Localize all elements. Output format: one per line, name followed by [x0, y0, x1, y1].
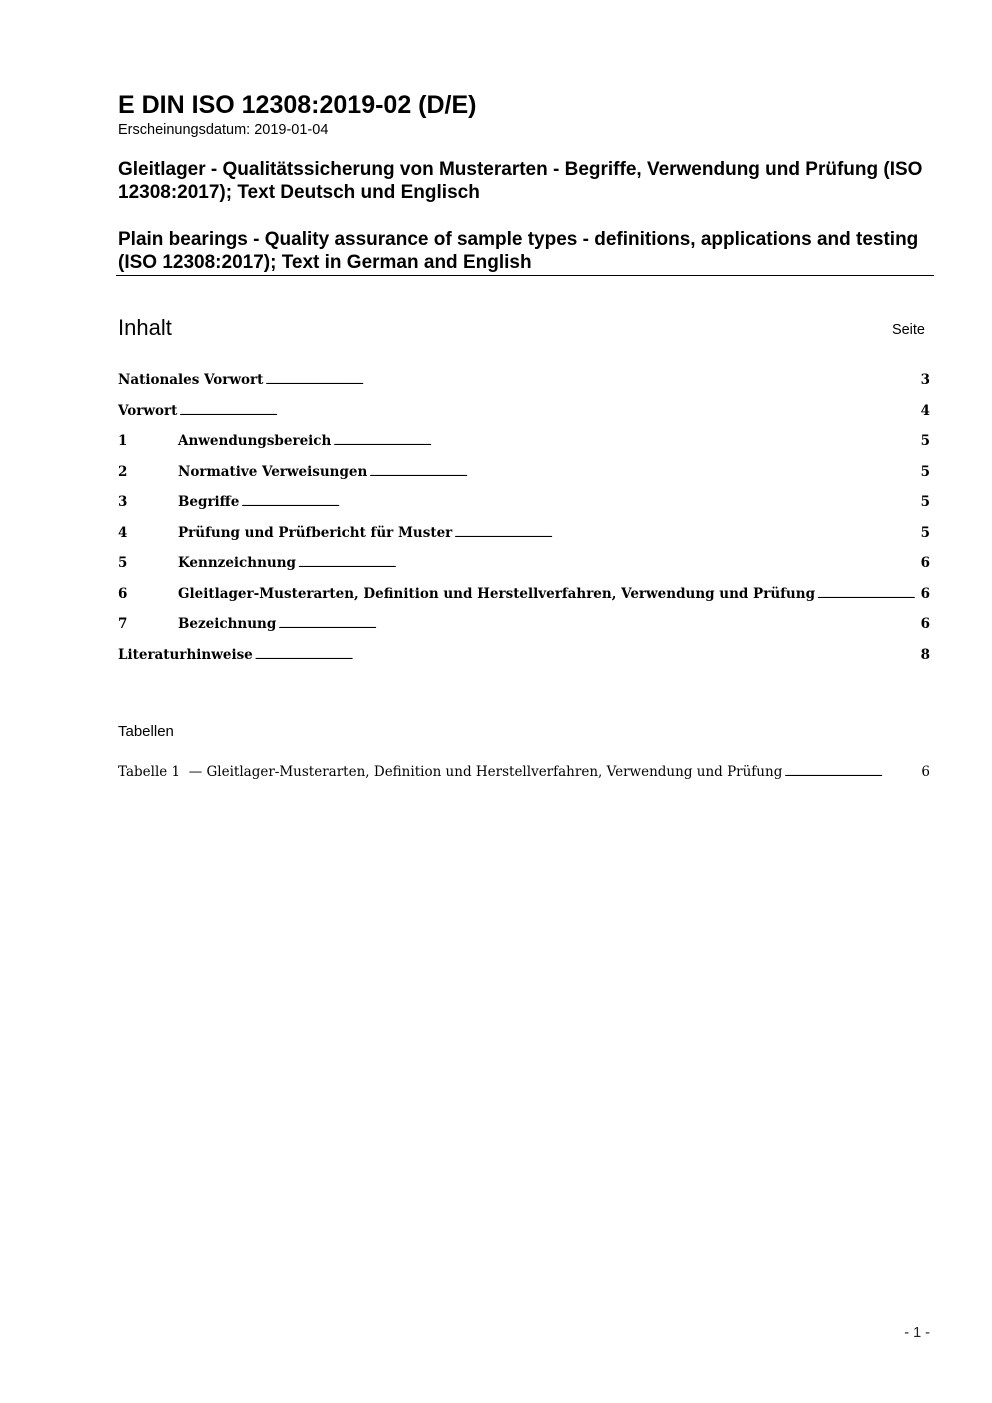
toc-entry-page: 6 [920, 585, 930, 602]
toc-entry-number: 1 [118, 433, 128, 449]
toc-entry-number: 2 [118, 463, 128, 480]
toc-leader [817, 584, 919, 606]
toc-page-column-label: Seite [891, 322, 925, 338]
title-english: Plain bearings - Quality assurance of sample types - definitions, applications and testing (ISO 12308:2017); Text in German and English [118, 229, 919, 273]
toc-entry-number: 7 [118, 616, 128, 632]
toc-entry-page: 5 [920, 494, 930, 510]
toc-entry-page: 6 [920, 616, 930, 632]
toc-leader [278, 614, 918, 636]
toc-entry-number: 3 [118, 494, 128, 510]
list-of-tables [118, 762, 930, 793]
toc-entry-page: 5 [920, 524, 930, 541]
toc-leader [369, 462, 918, 484]
toc-entry-page: 4 [920, 402, 930, 419]
toc-entry-vorwort[interactable] [118, 401, 930, 432]
toc-entry-page: 8 [920, 646, 930, 663]
toc-leader [265, 370, 918, 392]
toc-entry-number: 6 [118, 585, 128, 602]
toc-entry-page: 5 [920, 433, 930, 449]
toc-entry-number: 5 [118, 555, 128, 571]
toc-entry-5[interactable] [118, 553, 930, 584]
toc-entry-3[interactable] [118, 492, 930, 523]
tables-heading: Tabellen [118, 723, 174, 740]
toc-entry-7[interactable] [118, 614, 930, 645]
toc-entry-title: Bezeichnung [178, 616, 277, 632]
tables-entry-1[interactable] [118, 762, 930, 793]
toc-entry-1[interactable] [118, 431, 930, 462]
toc-entry-4[interactable] [118, 523, 930, 554]
toc-entry-number: 4 [118, 524, 128, 541]
toc-leader [255, 645, 919, 667]
toc-entry-title: Begriffe [178, 494, 240, 510]
toc-entry-title: Kennzeichnung [178, 555, 296, 571]
toc-entry-page: 5 [920, 463, 930, 480]
toc-leader [241, 492, 918, 514]
toc-entry-nationales-vorwort[interactable] [118, 370, 930, 401]
publication-date: Erscheinungsdatum: 2019-01-04 [118, 122, 329, 138]
toc-entry-page: 6 [920, 555, 930, 571]
tables-entry-page: 6 [921, 764, 930, 780]
toc-leader [298, 553, 919, 575]
toc-entry-title: Vorwort [118, 402, 178, 419]
toc-entry-2[interactable] [118, 462, 930, 493]
toc-leader [179, 401, 918, 423]
page-number: - 1 - [904, 1325, 930, 1341]
toc-entry-title: Nationales Vorwort [118, 372, 264, 388]
toc-entry-title: Gleitlager-Musterarten, Definition und Herstellverfahren, Verwendung und Prüfung [178, 585, 816, 602]
toc-entry-title: Literaturhinweise [118, 646, 253, 663]
table-of-contents [118, 370, 930, 675]
document-id: E DIN ISO 12308:2019-02 (D/E) [118, 91, 477, 119]
toc-entry-title: Anwendungsbereich [178, 433, 332, 449]
toc-entry-title: Normative Verweisungen [178, 463, 368, 480]
toc-entry-title: Prüfung und Prüfbericht für Muster [178, 524, 453, 541]
toc-leader [784, 762, 919, 784]
toc-heading: Inhalt [118, 315, 172, 340]
toc-entry-6[interactable] [118, 584, 930, 615]
toc-leader [333, 431, 918, 453]
toc-leader [454, 523, 918, 545]
title-german: Gleitlager - Qualitätssicherung von Musterarten - Begriffe, Verwendung und Prüfung (ISO 12308:2017); Text Deutsch und Englisch [118, 159, 923, 203]
tables-entry-title: Tabelle 1 — Gleitlager-Musterarten, Definition und Herstellverfahren, Verwendung und Prüfung [118, 764, 783, 780]
toc-entry-literaturhinweise[interactable] [118, 645, 930, 676]
title-divider [116, 275, 934, 276]
toc-entry-page: 3 [920, 372, 930, 388]
